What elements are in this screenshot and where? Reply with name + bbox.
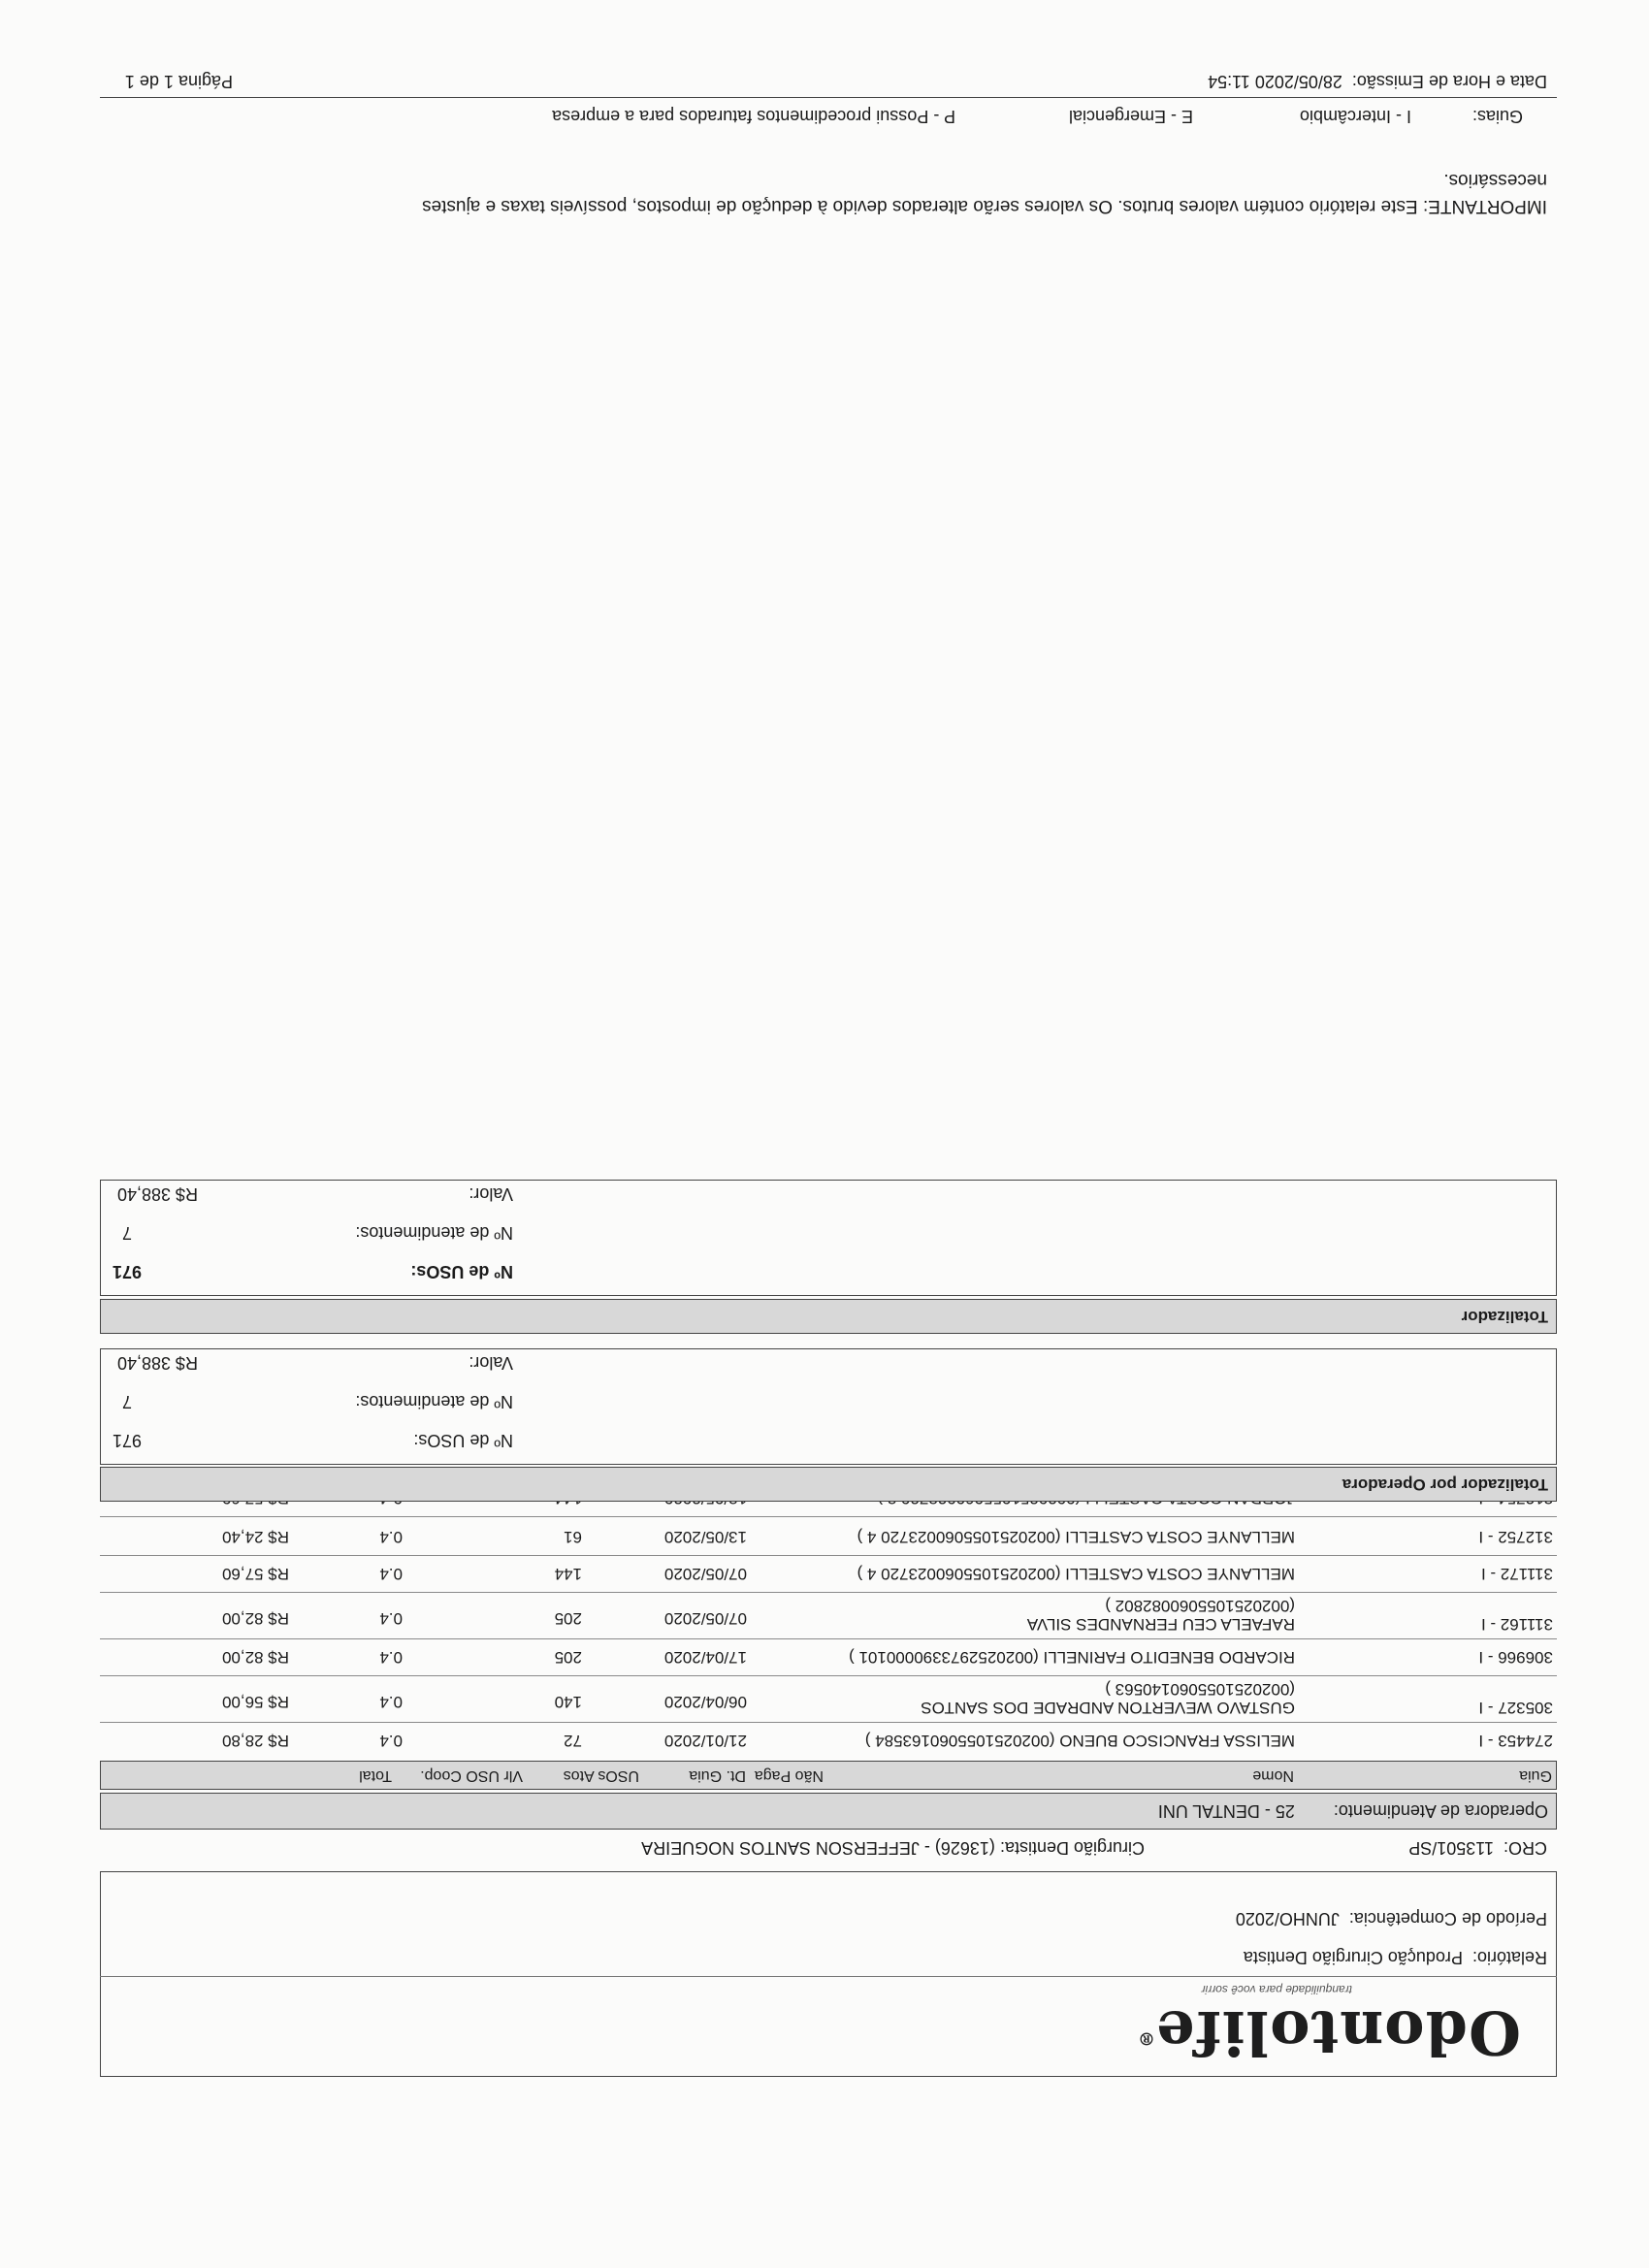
atendimentos-value: 7 xyxy=(121,1392,132,1411)
page-number: Página 1 de 1 xyxy=(124,72,233,91)
table-row: 306966 - I RICARDO BENEDITO FARINELLI (0020252973390000101 ) 17/04/2020 205 0.4 R$ 82,00 xyxy=(100,1638,1557,1676)
guias-intercambio: I - Intercâmbio xyxy=(1299,107,1411,126)
table-row: 311172 - I MELLANYE COSTA CASTELLI (0020251055060023720 4 ) 07/05/2020 144 0.4 R$ 57,60 xyxy=(100,1555,1557,1593)
emissao-line: Data e Hora de Emissão: 28/05/2020 11:54 xyxy=(1208,72,1547,91)
valor-label: Valor: xyxy=(469,1353,513,1373)
header-divider xyxy=(100,1976,1557,1977)
footer-divider xyxy=(100,97,1557,98)
operator-bar: Operadora de Atendimento: 25 - DENTAL UNI xyxy=(100,1793,1557,1830)
atendimentos-label: Nº de atendimentos: xyxy=(355,1223,513,1243)
report-name: Produção Cirurgião Dentista xyxy=(1243,1948,1463,1967)
table-row: 305327 - I GUSTAVO WEVERTON ANDRADE DOS SANTOS (0020251055060140563 ) 06/04/2020 140 0.4 R$ 56,00 xyxy=(100,1675,1557,1723)
table-row: 312752 - I MELLANYE COSTA CASTELLI (0020251055060023720 4 ) 13/05/2020 61 0.4 R$ 24,40 xyxy=(100,1516,1557,1556)
valor-label: Valor: xyxy=(469,1184,513,1204)
guias-label: Guias: xyxy=(1471,107,1523,126)
table-header xyxy=(100,1761,1557,1790)
usos-label: Nº de USOs: xyxy=(410,1262,513,1281)
important-note-line1: IMPORTANTE: Este relatório contém valores brutos. Os valores serão alterados devido à dedução de impostos, possíveis taxas e ajustes xyxy=(422,196,1547,216)
atendimentos-label: Nº de atendimentos: xyxy=(355,1392,513,1411)
guias-empresa: P - Possui procedimentos faturados para a empresa xyxy=(552,107,955,126)
cro-line: CRO: 113501/SP xyxy=(1408,1838,1547,1858)
valor-value: R$ 388,40 xyxy=(116,1184,198,1204)
usos-label: Nº de USOs: xyxy=(413,1431,513,1450)
totalizador-operadora-title: Totalizador por Operadora xyxy=(100,1467,1557,1502)
company-logo: Odontolife® xyxy=(1136,1997,1521,2068)
report-line: Relatório: Produção Cirurgião Dentista xyxy=(1243,1948,1547,1967)
period-value: JUNHO/2020 xyxy=(1235,1909,1340,1928)
usos-value: 971 xyxy=(112,1431,142,1450)
valor-value: R$ 388,40 xyxy=(116,1353,198,1373)
dentist-line: Cirurgião Dentista: (13626) - JEFFERSON SANTOS NOGUEIRA xyxy=(641,1838,1145,1858)
totalizador-title: Totalizador xyxy=(100,1299,1557,1334)
col-nome: Nome xyxy=(1252,1767,1294,1784)
cro-value: 113501/SP xyxy=(1408,1838,1494,1858)
emissao-value: 28/05/2020 11:54 xyxy=(1208,72,1342,91)
dentist-value: (13626) - JEFFERSON SANTOS NOGUEIRA xyxy=(641,1838,995,1858)
operator-value: 25 - DENTAL UNI xyxy=(1157,1801,1295,1822)
col-nao-paga: Não Paga xyxy=(754,1767,824,1784)
usos-value: 971 xyxy=(112,1262,142,1281)
table-row: 311162 - I RAFAELA CEU FERNANDES SILVA (0020251055060082802 ) 07/05/2020 205 0.4 R$ 82,00 xyxy=(100,1592,1557,1639)
table-row: 274453 - I MELISSA FRANCISCO BUENO (0020251055060163584 ) 21/01/2020 72 0.4 R$ 28,80 xyxy=(100,1722,1557,1760)
period-line: Período de Competência: JUNHO/2020 xyxy=(1235,1909,1547,1928)
important-note-line2: necessários. xyxy=(1443,170,1547,190)
header-box xyxy=(100,1871,1557,2077)
atendimentos-value: 7 xyxy=(121,1223,132,1243)
col-dt-guia: Dt. Guia xyxy=(689,1767,746,1784)
totalizador-box xyxy=(100,1180,1557,1296)
totalizador-operadora-box xyxy=(100,1348,1557,1465)
guias-emergencial: E - Emergencial xyxy=(1068,107,1193,126)
col-guia: Guia xyxy=(1519,1767,1552,1784)
col-vlr-uso: Vlr USO Coop. xyxy=(420,1767,523,1784)
col-usos-atos: USOs Atos xyxy=(563,1767,639,1784)
logo-tagline: tranquilidade para você sorrir xyxy=(1201,1983,1352,1996)
col-total: Total xyxy=(359,1767,392,1784)
